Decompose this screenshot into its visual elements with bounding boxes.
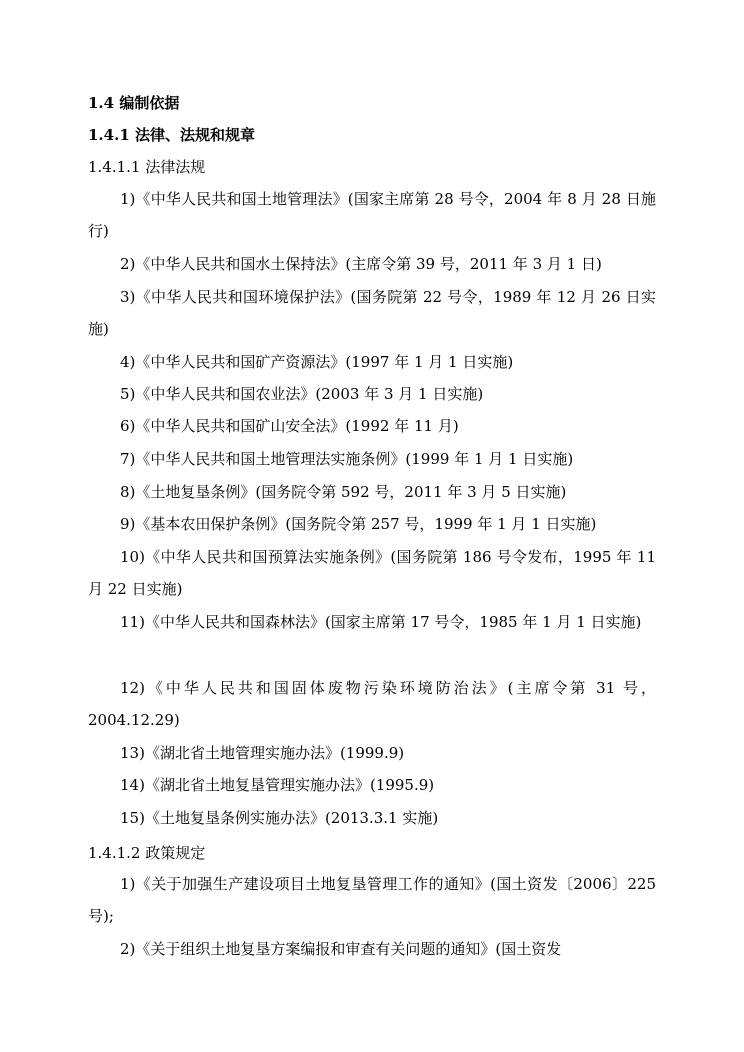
law-item-6: 6)《中华人民共和国矿山安全法》(1992 年 11 月) [120,417,459,435]
heading-1-4: 1.4 编制依据 [88,94,180,112]
law-item-15: 15)《土地复垦条例实施办法》(2013.3.1 实施) [120,809,439,827]
law-item-13: 13)《湖北省土地管理实施办法》(1999.9) [120,744,405,762]
subheading-laws: 1.4.1.1 法律法规 [88,158,206,176]
law-item-4: 4)《中华人民共和国矿产资源法》(1997 年 1 月 1 日实施) [120,353,514,371]
law-item-9: 9)《基本农田保护条例》(国务院令第 257 号，1999 年 1 月 1 日实施) [120,515,597,533]
heading-1-4-1: 1.4.1 法律、法规和规章 [88,126,255,144]
law-item-2: 2)《中华人民共和国水土保持法》(主席令第 39 号，2011 年 3 月 1 日) [120,255,602,273]
law-item-14: 14)《湖北省土地复垦管理实施办法》(1995.9) [120,776,435,794]
policy-item-1: 1)《关于加强生产建设项目土地复垦管理工作的通知》(国土资发〔2006〕225 号); [88,875,656,925]
law-item-7: 7)《中华人民共和国土地管理法实施条例》(1999 年 1 月 1 日实施) [120,450,574,468]
subheading-policies: 1.4.1.2 政策规定 [88,844,206,862]
law-item-3: 3)《中华人民共和国环境保护法》(国务院第 22 号令，1989 年 12 月 26 日实施) [88,288,656,338]
law-item-10: 10)《中华人民共和国预算法实施条例》(国务院第 186 号令发布，1995 年 11 月 22 日实施) [88,548,656,598]
law-item-1: 1)《中华人民共和国土地管理法》(国家主席第 28 号令，2004 年 8 月 28 日施行) [88,190,656,240]
law-item-12: 12)《中华人民共和国固体废物污染环境防治法》(主席令第 31 号，2004.12.29) [88,679,656,729]
law-item-5: 5)《中华人民共和国农业法》(2003 年 3 月 1 日实施) [120,385,484,403]
law-item-8: 8)《土地复垦条例》(国务院令第 592 号，2011 年 3 月 5 日实施) [120,483,567,501]
law-item-11: 11)《中华人民共和国森林法》(国家主席第 17 号令，1985 年 1 月 1 日实施) [120,613,642,631]
policy-item-2: 2)《关于组织土地复垦方案编报和审查有关问题的通知》(国土资发 [120,940,562,958]
